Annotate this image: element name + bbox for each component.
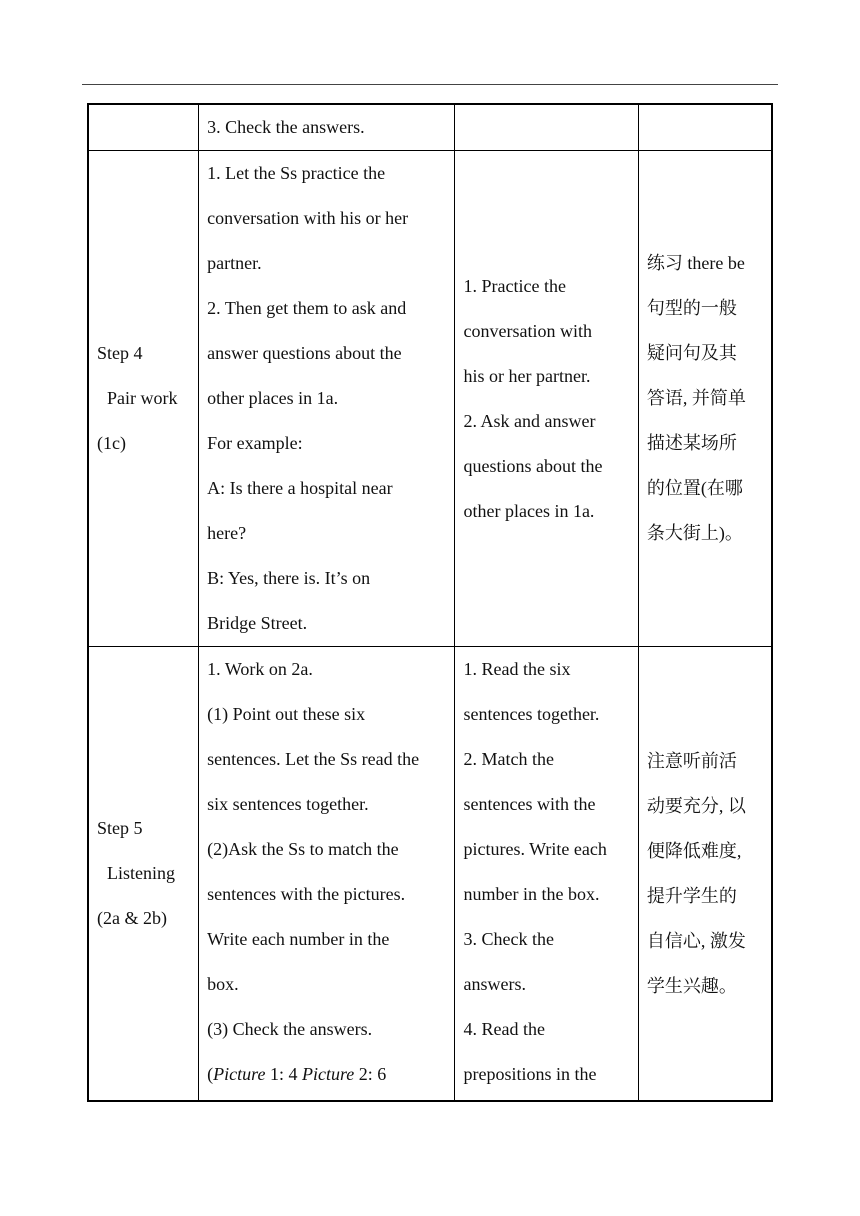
text-fragment-italic: Picture xyxy=(301,1064,355,1084)
text-line: answers. xyxy=(463,974,526,994)
text-line: 句型的一般 xyxy=(646,298,737,318)
text-line: 学生兴趣。 xyxy=(646,975,737,996)
header-rule xyxy=(82,84,778,85)
teacher-activity-cell xyxy=(199,647,455,1102)
text-line: 注意听前活 xyxy=(646,750,737,771)
text-line: 条大街上)。 xyxy=(646,523,743,543)
step-title: Pair work xyxy=(107,388,178,408)
table-row xyxy=(88,151,772,647)
purpose-cell xyxy=(638,151,772,647)
student-activity-cell xyxy=(455,104,638,151)
text-line: 便降低难度, xyxy=(646,840,742,861)
text-line: 2. Match the xyxy=(463,749,554,769)
text-line: Write each number in the xyxy=(207,929,390,949)
text-line: 的位置(在哪 xyxy=(646,478,743,498)
text-line: 提升学生的 xyxy=(646,885,737,906)
text-line: conversation with his or her xyxy=(207,208,409,228)
text-line: other places in 1a. xyxy=(207,388,339,408)
text-line: answer questions about the xyxy=(207,343,402,363)
text-fragment: 2: 6 xyxy=(354,1064,387,1084)
text-line: sentences together. xyxy=(463,704,600,724)
step-number: Step 5 xyxy=(97,818,143,838)
step-cell xyxy=(88,647,199,1102)
text-line: (3) Check the answers. xyxy=(207,1019,373,1039)
text-line: 疑问句及其 xyxy=(646,343,737,363)
student-activity-cell xyxy=(455,151,638,647)
text-line: 1. Practice the xyxy=(463,275,566,296)
text-line: 自信心, 激发 xyxy=(646,930,746,951)
text-line: A: Is there a hospital near xyxy=(207,478,393,498)
text-line: questions about the xyxy=(463,455,603,476)
step-number: Step 4 xyxy=(97,343,143,363)
text-line: sentences. Let the Ss read the xyxy=(207,749,420,769)
text-fragment-italic: Picture xyxy=(213,1064,266,1084)
text-line: (1) Point out these six xyxy=(207,704,366,724)
text-line: six sentences together. xyxy=(207,794,369,814)
text-line: 3. Check the xyxy=(463,929,554,949)
text-fragment: ( xyxy=(207,1064,214,1084)
table-row xyxy=(88,647,772,1102)
text-line: prepositions in the xyxy=(463,1064,597,1084)
purpose-cell xyxy=(638,647,772,1102)
step-title: Listening xyxy=(107,863,175,883)
table-row xyxy=(88,104,772,151)
text-line: (2)Ask the Ss to match the xyxy=(207,839,399,859)
text-line: 动要充分, 以 xyxy=(646,795,746,816)
text-line: For example: xyxy=(207,433,303,453)
teacher-activity-cell xyxy=(199,104,455,151)
purpose-cell xyxy=(638,104,772,151)
step-cell xyxy=(88,104,199,151)
text-line: 描述某场所 xyxy=(646,433,737,453)
text-fragment: 1: 4 xyxy=(265,1064,302,1084)
student-activity-cell xyxy=(455,647,638,1102)
text-line: 2. Ask and answer xyxy=(463,410,596,431)
text-line: Bridge Street. xyxy=(207,613,308,633)
text-line: other places in 1a. xyxy=(463,500,595,521)
text-line: B: Yes, there is. It’s on xyxy=(207,568,371,588)
step-section: (2a & 2b) xyxy=(97,908,167,928)
text-line: 1. Work on 2a. xyxy=(207,659,313,679)
text-line: box. xyxy=(207,974,239,994)
lesson-plan-table xyxy=(87,103,773,1102)
text-line: conversation with xyxy=(463,320,592,341)
step-section: (1c) xyxy=(97,433,126,453)
text-line: sentences with the pictures. xyxy=(207,884,406,904)
text-line: sentences with the xyxy=(463,794,596,814)
text-line: 2. Then get them to ask and xyxy=(207,298,407,318)
text-line: partner. xyxy=(207,253,262,273)
text-line: 4. Read the xyxy=(463,1019,545,1039)
text-line: pictures. Write each xyxy=(463,839,607,859)
text-line: 1. Let the Ss practice the xyxy=(207,163,386,183)
text-line: here? xyxy=(207,523,247,543)
text-line: 练习 there be xyxy=(646,253,745,273)
text-line: number in the box. xyxy=(463,884,600,904)
text-line: his or her partner. xyxy=(463,365,591,386)
text-line: 1. Read the six xyxy=(463,659,571,679)
teacher-activity-cell xyxy=(199,151,455,647)
text-line: 答语, 并简单 xyxy=(646,388,746,408)
answer-line xyxy=(207,1052,450,1097)
step-cell xyxy=(88,151,199,647)
text-line: 3. Check the answers. xyxy=(207,117,365,137)
